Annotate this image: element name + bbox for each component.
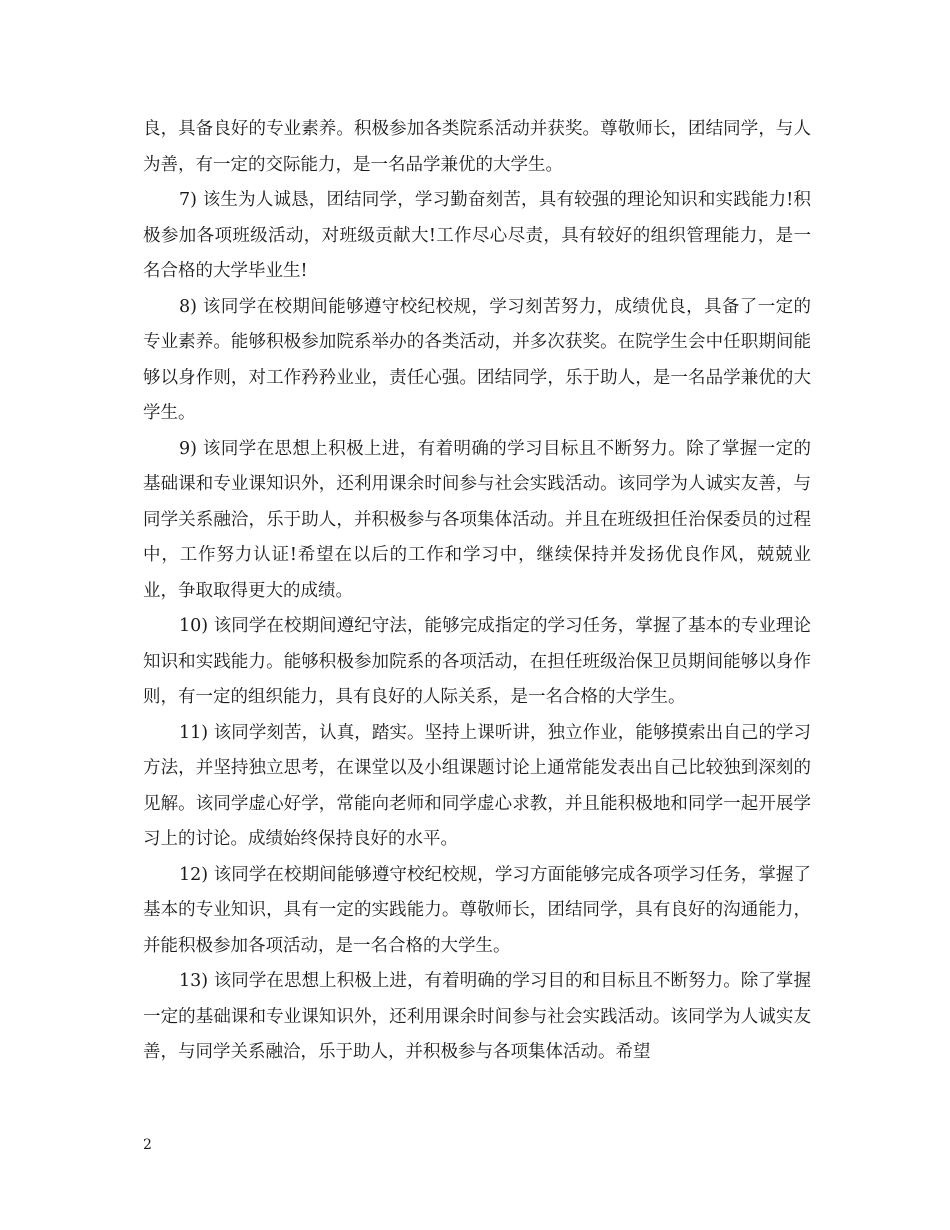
paragraph-continued: 良，具备良好的专业素养。积极参加各类院系活动并获奖。尊敬师长，团结同学，与人为善，有一定的交际能力，是一名品学兼优的大学生。 xyxy=(143,119,811,175)
paragraph-9: 9) 该同学在思想上积极上进，有着明确的学习目标且不断努力。除了掌握一定的基础课和专业课知识外，还利用课余时间参与社会实践活动。该同学为人诚实友善，与同学关系融洽，乐于助人，并积极参与各项集体活动。并且在班级担任治保委员的过程中，工作努力认证!希望在以后的工作和学习中，继续保持并发扬优良作风，兢兢业业，争取取得更大的成绩。 xyxy=(143,438,811,601)
page-number: 2 xyxy=(143,1137,152,1153)
paragraph-8: 8) 该同学在校期间能够遵守校纪校规，学习刻苦努力，成绩优良，具备了一定的专业素养。能够积极参加院系举办的各类活动，并多次获奖。在院学生会中任职期间能够以身作则，对工作矜矜业业，责任心强。团结同学，乐于助人，是一名品学兼优的大学生。 xyxy=(143,296,811,423)
paragraph-10: 10) 该同学在校期间遵纪守法，能够完成指定的学习任务，掌握了基本的专业理论知识和实践能力。能够积极参加院系的各项活动，在担任班级治保卫员期间能够以身作则，有一定的组织能力，具有良好的人际关系，是一名合格的大学生。 xyxy=(143,616,811,707)
paragraph-7: 7) 该生为人诚恳，团结同学，学习勤奋刻苦，具有较强的理论知识和实践能力!积极参加各项班级活动，对班级贡献大!工作尽心尽责，具有较好的组织管理能力，是一名合格的大学毕业生! xyxy=(143,190,811,281)
paragraph-12: 12) 该同学在校期间能够遵守校纪校规，学习方面能够完成各项学习任务，掌握了基本的专业知识，具有一定的实践能力。尊敬师长，团结同学，具有良好的沟通能力，并能积极参加各项活动，是一名合格的大学生。 xyxy=(143,864,811,956)
document-body xyxy=(143,112,811,1071)
paragraph-13: 13) 该同学在思想上积极上进，有着明确的学习目的和目标且不断努力。除了掌握一定的基础课和专业课知识外，还利用课余时间参与社会实践活动。该同学为人诚实友善，与同学关系融洽，乐于助人，并积极参与各项集体活动。希望 xyxy=(143,971,811,1062)
paragraph-11: 11) 该同学刻苦，认真，踏实。坚持上课听讲，独立作业，能够摸索出自己的学习方法，并坚持独立思考，在课堂以及小组课题讨论上通常能发表出自己比较独到深刻的见解。该同学虚心好学，常能向老师和同学虚心求教，并且能积极地和同学一起开展学习上的讨论。成绩始终保持良好的水平。 xyxy=(143,722,811,849)
